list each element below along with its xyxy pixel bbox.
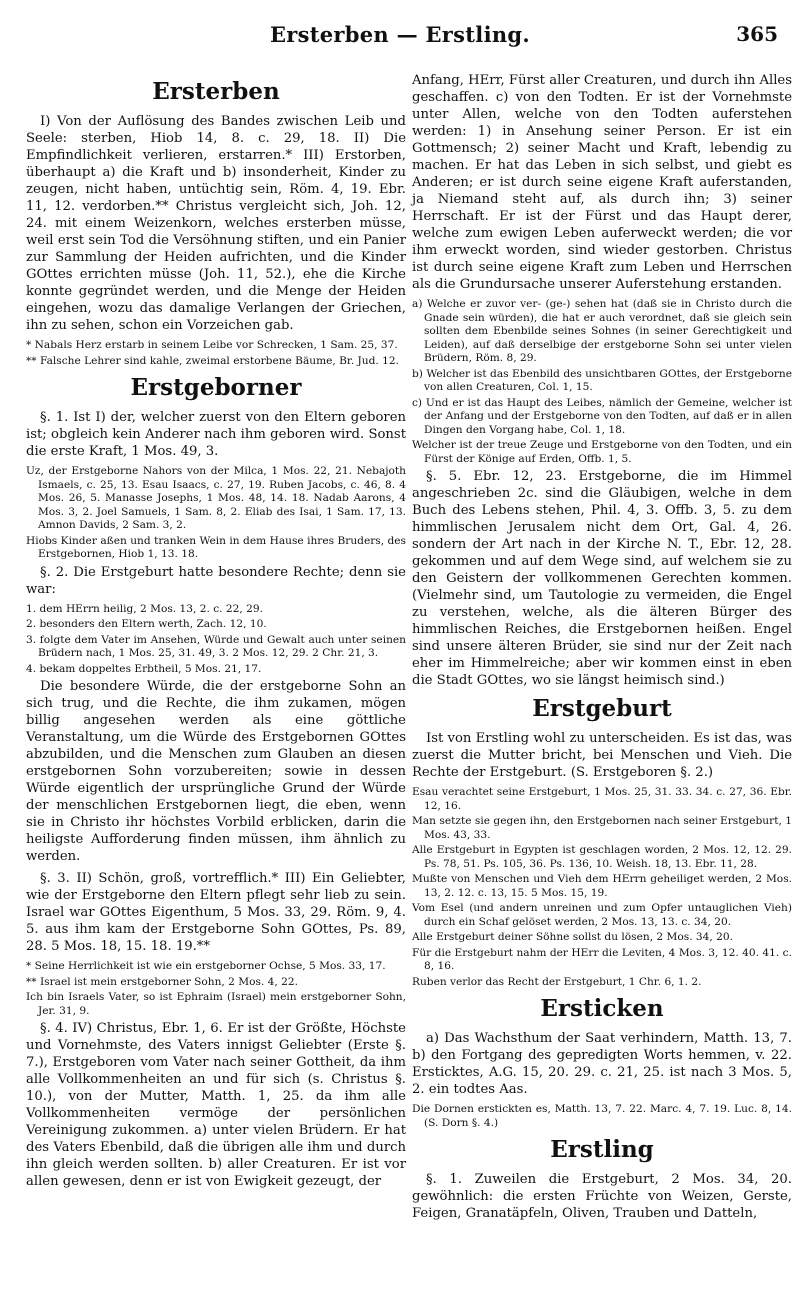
continuation-note-b: b) Welcher ist das Ebenbild des unsichtbaren GOttes, der Erstgeborne von allen Creaturen, Col. 1, 15. (412, 367, 792, 393)
entry-title-ersticken: Ersticken (540, 995, 664, 1022)
erstling-s1: §. 1. Zuweilen die Erstgeburt, 2 Mos. 34, 20. gewöhnlich: die ersten Früchte von Weizen, Gerste, Feigen, Granatäpfeln, Oliven, Trauben und Datteln, (412, 1172, 792, 1221)
ersticken-text: a) Das Wachsthum der Saat verhindern, Matth. 13, 7. b) den Fortgang des gepredigten Worts hemmen, v. 22. Ersticktes, A.G. 15, 20. 29. c. 21, 25. ist nach 3 Mos. 5, 2. ein todtes Aas. (412, 1031, 792, 1097)
entry-title-erstgeburt: Erstgeburt (532, 695, 672, 722)
left-column (26, 72, 406, 1195)
page-number: 365 (736, 22, 778, 46)
erstgeborner-s2-item-2: 2. besonders den Eltern werth, Zach. 12, 10. (26, 618, 267, 630)
erstgeborner-s2-item-1: 1. dem HErrn heilig, 2 Mos. 13, 2. c. 22, 29. (26, 602, 263, 615)
erstgeburt-note-8: Ruben verlor das Recht der Erstgeburt, 1 Chr. 6, 1. 2. (412, 975, 702, 988)
erstgeburt-note-2: Man setzte sie gegen ihn, den Erstgebornen nach seiner Erstgeburt, 1 Mos. 43, 33. (412, 815, 792, 841)
erstgeborner-s3: §. 3. II) Schön, groß, vortrefflich.* III) Ein Geliebter, wie der Erstgeborne den Eltern pflegt sehr lieb zu sein. Israel war GOttes Eigenthum, 5 Mos. 33, 29. Röm. 9, 4. 5. aus ihm kam der Erstgeborne Sohn GOttes, Ps. 89, 28. 5 Mos. 18, 15. 18. 19.** (26, 871, 406, 954)
continuation-note-a: a) Welche er zuvor ver- (ge-) sehen hat (daß sie in Christo durch die Gnade sein würden), die hat er auch verordnet, daß sie gleich sein sollten dem Ebenbilde seines Sohnes (in seiner Gerechtigkeit und Leiden), auf daß derselbige der erstgeborne Sohn sei unter vielen Brüdern, Röm. 8, 29. (412, 298, 792, 364)
erstgeburt-text: Ist von Erstling wohl zu unterscheiden. Es ist das, was zuerst die Mutter bricht, bei Menschen und Vieh. Die Rechte der Erstgeburt. (S. Erstgeboren §. 2.) (412, 731, 792, 780)
erstgeborner-s5: §. 5. Ebr. 12, 23. Erstgeborne, die im Himmel angeschrieben 2c. sind die Gläubigen, welche in dem Buch des Lebens stehen, Phil. 4, 3. Offb. 3, 5. zu dem himmlischen Jerusalem nicht dem Ort, Gal. 4, 26. sondern der Art nach in der Kirche N. T., Ebr. 12, 28. gekommen und auf dem Wege sind, auf welchem sie zu den Geistern der vollkommenen Gerechten kommen. (Vielmehr sind, um Tautologie zu vermeiden, die Engel zu verstehen, welche, als die älteren Bürger des himmlischen Reiches, die Erstgebornen heißen. Engel sind unsere älteren Brüder, sie sind nur der Zeit nach eher im Himmelreiche; aber wir kommen einst in eben die Stadt GOttes, wo sie längst heimisch sind.) (412, 469, 792, 688)
erstgeborner-s2: §. 2. Die Erstgeburt hatte besondere Rechte; denn sie war: (26, 564, 406, 597)
entry-title-erstgeborner: Erstgeborner (130, 374, 302, 401)
erstgeborner-continuation: Anfang, HErr, Fürst aller Creaturen, und durch ihn Alles geschaffen. c) von den Todten. Er ist der Vornehmste unter Allen, welche von den Todten auferstehen werden: 1) in Ansehung seiner Person. Er ist ein Gottmensch; 2) seiner Macht und Kraft, lebendig zu machen. Er hat das Leben in sich selbst, und giebt es Anderen; er ist durch seine eigene Kraft auferstanden, ja Niemand steht auf, als durch ihn; 3) seiner Herrschaft. Er ist der Fürst und das Haupt derer, welche zum ewigen Leben auferweckt werden; die vor ihm erweckt worden, sind wieder gestorben. Christus ist durch seine eigene Kraft zum Leben und Herrschen als die Grundursache unserer Auferstehung erstanden. (412, 73, 792, 292)
ersticken-note-1: Die Dornen erstickten es, Matth. 13, 7. 22. Marc. 4, 7. 19. Luc. 8, 14. (S. Dorn §. 4.) (412, 1103, 792, 1129)
erstgeborner-s1-note-1: Uz, der Erstgeborne Nahors von der Milca, 1 Mos. 22, 21. Nebajoth Ismaels, c. 25, 13. Esau Isaacs, c. 27, 19. Ruben Jacobs, c. 46, 8. 4 Mos. 26, 5. Manasse Josephs, 1 Mos. 48, 14. 18. Nadab Aarons, 4 Mos. 3, 2. Joel Samuels, 1 Sam. 8, 2. Eliab des Isai, 1 Sam. 17, 13. Amnon Davids, 2 Sam. 3, 2. (26, 465, 406, 531)
erstgeborner-s1: §. 1. Ist I) der, welcher zuerst von den Eltern geboren ist; obgleich kein Anderer nach ihm geboren wird. Sonst die erste Kraft, 1 Mos. 49, 3. (26, 410, 406, 459)
page-header (0, 0, 800, 56)
erstgeburt-note-4: Mußte von Menschen und Vieh dem HErrn geheiliget werden, 2 Mos. 13, 2. 12. c. 13, 15. 5 Mos. 15, 19. (412, 873, 792, 899)
running-title: Ersterben — Erstling. (269, 22, 531, 47)
ersterben-note-1: * Nabals Herz erstarb in seinem Leibe vor Schrecken, 1 Sam. 25, 37. (26, 339, 398, 351)
erstgeburt-note-3: Alle Erstgeburt in Egypten ist geschlagen worden, 2 Mos. 12, 12. 29. Ps. 78, 51. Ps. 105, 36. Ps. 136, 10. Weish. 18, 13. Ebr. 11, 28. (412, 844, 792, 870)
erstgeborner-s3-note-3: Ich bin Israels Vater, so ist Ephraim (Israel) mein erstgeborner Sohn, Jer. 31, 9. (26, 991, 406, 1017)
erstgeborner-s4: §. 4. IV) Christus, Ebr. 1, 6. Er ist der Größte, Höchste und Vornehmste, des Vaters innigst Geliebter (Erste §. 7.), Erstgeboren vom Vater nach seiner Gottheit, da ihm alle Vollkommenheiten an und für sich (s. Christus §. 10.), von der Mutter, Matth. 1, 25. da ihm alle Vollkommenheiten vermöge der persönlichen Vereinigung zukommen. a) unter vielen Brüdern. Er hat des Vaters Ebenbild, daß die übrigen alle ihm und durch ihn gleich werden sollten. b) aller Creaturen. Er ist vor allen gewesen, denn er ist von Ewigkeit gezeugt, der (26, 1021, 406, 1189)
erstgeburt-note-5: Vom Esel (und andern unreinen und zum Opfer untauglichen Vieh) durch ein Schaf gelöset werden, 2 Mos. 13, 13. c. 34, 20. (412, 902, 792, 928)
entry-title-erstling: Erstling (550, 1136, 654, 1163)
ersterben-text: I) Von der Auflösung des Bandes zwischen Leib und Seele: sterben, Hiob 14, 8. c. 29, 18. II) Die Empfindlichkeit verlieren, erstarren.* III) Erstorben, überhaupt a) die Kraft und b) insonderheit, Kinder zu zeugen, nicht haben, untüchtig sein, Röm. 4, 19. Ebr. 11, 12. verdorben.** Christus vergleicht sich, Joh. 12, 24. mit einem Weizenkorn, welches ersterben müsse, weil erst sein Tod die Versöhnung stiften, und ein Panier zur Sammlung der Heiden aufrichten, und die Kinder GOttes errichten müsse (Joh. 11, 52.), ehe die Kirche konnte gegründet werden, und die Menge der Heiden eingehen, wozu das damalige Verlangen der Griechen, ihn zu sehen, schon ein Vorzeichen gab. (26, 114, 406, 333)
erstgeborner-s3-note-2: ** Israel ist mein erstgeborner Sohn, 2 Mos. 4, 22. (26, 975, 298, 988)
erstgeburt-note-7: Für die Erstgeburt nahm der HErr die Leviten, 4 Mos. 3, 12. 40. 41. c. 8, 16. (412, 946, 792, 972)
erstgeborner-s3-note-1: * Seine Herrlichkeit ist wie ein erstgeborner Ochse, 5 Mos. 33, 17. (26, 960, 386, 972)
erstgeburt-note-6: Alle Erstgeburt deiner Söhne sollst du lösen, 2 Mos. 34, 20. (412, 931, 733, 943)
erstgeborner-s2-item-4: 4. bekam doppeltes Erbtheil, 5 Mos. 21, 17. (26, 662, 262, 675)
erstgeborner-s2-text: Die besondere Würde, die der erstgeborne Sohn an sich trug, und die Rechte, die ihm zukamen, mögen billig angesehen werden als eine göttliche Veranstaltung, um die Würde des Erstgebornen GOttes abzubilden, und die Menschen zum Glauben an diesen erstgebornen Sohn vorzubereiten; sowie in dessen Würde eigentlich der ursprüngliche Grund der Würde der menschlichen Erstgebornen liegt, die eben, wenn sie in Christo ihr höchstes Vorbild erblicken, darin die heiligste Aufforderung finden müssen, ihm ähnlich zu werden. (26, 679, 406, 864)
continuation-note-d: Welcher ist der treue Zeuge und Erstgeborne von den Todten, und ein Fürst der Könige auf Erden, Offb. 1, 5. (412, 439, 792, 465)
ersterben-note-2: ** Falsche Lehrer sind kahle, zweimal erstorbene Bäume, Br. Jud. 12. (26, 354, 399, 367)
entry-title-ersterben: Ersterben (152, 78, 280, 105)
erstgeburt-note-1: Esau verachtet seine Erstgeburt, 1 Mos. 25, 31. 33. 34. c. 27, 36. Ebr. 12, 16. (412, 786, 792, 812)
continuation-note-c: c) Und er ist das Haupt des Leibes, nämlich der Gemeine, welcher ist der Anfang und der Erstgeborne von den Todten, auf daß er in allen Dingen den Vorgang habe, Col. 1, 18. (412, 396, 792, 436)
erstgeborner-s1-note-2: Hiobs Kinder aßen und tranken Wein in dem Hause ihres Bruders, des Erstgebornen, Hiob 1, 13. 18. (26, 534, 406, 560)
erstgeborner-s2-item-3: 3. folgte dem Vater im Ansehen, Würde und Gewalt auch unter seinen Brüdern nach, 1 Mos. 25, 31. 49, 3. 2 Mos. 12, 29. 2 Chr. 21, 3. (26, 633, 406, 659)
right-column (412, 72, 792, 1227)
